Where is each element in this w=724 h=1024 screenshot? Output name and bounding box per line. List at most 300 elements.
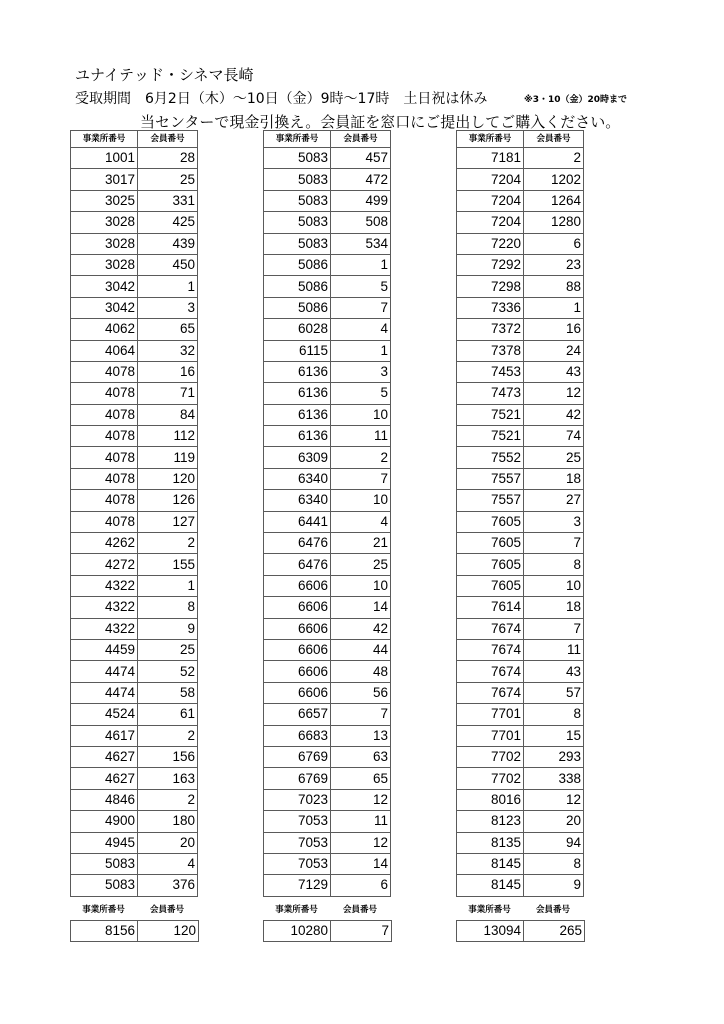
- member-number-cell: 14: [331, 853, 391, 874]
- member-number-cell: 84: [138, 404, 198, 425]
- member-number-cell: 127: [138, 511, 198, 532]
- table-row: [264, 169, 391, 190]
- table-row: [457, 169, 584, 190]
- table-row: [264, 383, 391, 404]
- member-number-cell: 10: [331, 490, 391, 511]
- office-number-cell: 5083: [71, 853, 138, 874]
- office-number-cell: 6309: [264, 447, 331, 468]
- office-number-cell: 6606: [264, 661, 331, 682]
- office-number-cell: 8123: [457, 811, 524, 832]
- table-row: [457, 233, 584, 254]
- member-number-cell: 1264: [524, 190, 584, 211]
- table-row: [457, 811, 584, 832]
- office-number-cell: 4078: [71, 361, 138, 382]
- office-number-cell: 7674: [457, 618, 524, 639]
- member-number-cell: 3: [138, 297, 198, 318]
- table-row: [264, 661, 391, 682]
- office-number-header: 事業所番号: [264, 131, 331, 148]
- office-number-cell: 4900: [71, 811, 138, 832]
- member-number-header: 会員番号: [342, 905, 377, 915]
- table-row: [71, 554, 198, 575]
- table-row: [71, 618, 198, 639]
- office-number-cell: 6606: [264, 597, 331, 618]
- member-number-cell: 8: [524, 704, 584, 725]
- instruction-text: 当センターで現金引換え。会員証を窓口にご提出してご購入ください。: [140, 113, 621, 131]
- table-row: [264, 340, 391, 361]
- office-number-cell: 7701: [457, 725, 524, 746]
- member-number-cell: 534: [331, 233, 391, 254]
- table-row: [264, 490, 391, 511]
- office-number-cell: 5083: [264, 212, 331, 233]
- table-row: [457, 297, 584, 318]
- member-number-cell: 5: [331, 383, 391, 404]
- table-row: [264, 704, 391, 725]
- office-number-cell: 4322: [71, 618, 138, 639]
- table-row: [264, 746, 391, 767]
- member-number-cell: 10: [524, 575, 584, 596]
- table-row: [71, 361, 198, 382]
- office-number-cell: 7521: [457, 404, 524, 425]
- member-number-cell: 425: [138, 212, 198, 233]
- office-number-cell: 4078: [71, 490, 138, 511]
- table-row: [457, 875, 584, 896]
- table-row: [457, 575, 584, 596]
- office-number-cell: 3042: [71, 276, 138, 297]
- office-number-cell: 4262: [71, 533, 138, 554]
- member-number-cell: 156: [138, 746, 198, 767]
- member-number-cell: 16: [524, 319, 584, 340]
- office-number-cell: 7204: [457, 190, 524, 211]
- table-header-row: [457, 131, 584, 148]
- member-number-cell: 65: [138, 319, 198, 340]
- office-number-cell: 7702: [457, 746, 524, 767]
- table-row: [457, 190, 584, 211]
- table-row: [71, 404, 198, 425]
- member-number-cell: 457: [331, 148, 391, 169]
- table-row: [457, 682, 584, 703]
- office-number-cell: 3028: [71, 254, 138, 275]
- table-row: [71, 789, 198, 810]
- table-row: [71, 661, 198, 682]
- table-row: [264, 811, 391, 832]
- member-number-header: 会員番号: [524, 131, 584, 148]
- member-number-cell: 376: [138, 875, 198, 896]
- table-row: [264, 832, 391, 853]
- member-number-cell: 180: [138, 811, 198, 832]
- office-number-cell: 4322: [71, 575, 138, 596]
- member-number-cell: 8: [524, 554, 584, 575]
- member-number-header: 会員番号: [138, 131, 198, 148]
- member-number-cell: 27: [524, 490, 584, 511]
- office-number-cell: 7292: [457, 254, 524, 275]
- office-number-header: 事業所番号: [82, 905, 125, 915]
- office-number-cell: 6606: [264, 639, 331, 660]
- table-row: [71, 276, 198, 297]
- office-number-cell: 4064: [71, 340, 138, 361]
- table-row: [71, 319, 198, 340]
- footer-block-1: [70, 900, 199, 942]
- member-number-cell: 23: [524, 254, 584, 275]
- office-number-cell: 4474: [71, 682, 138, 703]
- office-number-cell: 7053: [264, 853, 331, 874]
- member-number-cell: 9: [524, 875, 584, 896]
- member-number-cell: 12: [524, 789, 584, 810]
- office-number-cell: 7605: [457, 554, 524, 575]
- table-row: [264, 618, 391, 639]
- office-number-cell: 13094: [457, 921, 524, 941]
- member-number-cell: 7: [524, 533, 584, 554]
- table-row: [71, 511, 198, 532]
- table-row: [457, 511, 584, 532]
- office-number-cell: 8156: [71, 921, 138, 941]
- table-row: [71, 447, 198, 468]
- member-number-cell: 7: [331, 468, 391, 489]
- office-number-cell: 4078: [71, 468, 138, 489]
- office-number-cell: 7053: [264, 832, 331, 853]
- table-row: [264, 875, 391, 896]
- member-number-cell: 155: [138, 554, 198, 575]
- office-number-cell: 3017: [71, 169, 138, 190]
- office-number-header: 事業所番号: [275, 905, 318, 915]
- table-row: [457, 597, 584, 618]
- member-number-cell: 57: [524, 682, 584, 703]
- table-row: [71, 297, 198, 318]
- office-number-cell: 4062: [71, 319, 138, 340]
- table-row: [71, 682, 198, 703]
- table-row: [264, 511, 391, 532]
- table-row: [457, 319, 584, 340]
- table-row: [71, 853, 198, 874]
- member-number-cell: 7: [331, 297, 391, 318]
- member-number-header: 会員番号: [149, 905, 184, 915]
- member-number-cell: 265: [559, 923, 582, 938]
- office-number-cell: 4524: [71, 704, 138, 725]
- member-number-cell: 61: [138, 704, 198, 725]
- table-row: [264, 853, 391, 874]
- member-number-cell: 25: [331, 554, 391, 575]
- office-number-cell: 6769: [264, 746, 331, 767]
- table-row: [71, 212, 198, 233]
- member-number-cell: 44: [331, 639, 391, 660]
- office-number-cell: 5083: [264, 169, 331, 190]
- table-row: [264, 554, 391, 575]
- table-row: [264, 789, 391, 810]
- member-number-cell: 25: [138, 639, 198, 660]
- table-row: [457, 340, 584, 361]
- office-number-cell: 4945: [71, 832, 138, 853]
- office-number-cell: 8145: [457, 875, 524, 896]
- member-number-cell: 8: [524, 853, 584, 874]
- office-number-cell: 6657: [264, 704, 331, 725]
- office-number-header: 事業所番号: [468, 905, 511, 915]
- office-number-cell: 6340: [264, 490, 331, 511]
- office-number-cell: 6476: [264, 533, 331, 554]
- table-row: [71, 875, 198, 896]
- office-number-cell: 7674: [457, 661, 524, 682]
- table-row: [264, 725, 391, 746]
- office-number-cell: 7674: [457, 682, 524, 703]
- member-number-cell: 120: [173, 923, 196, 938]
- office-number-cell: 7552: [457, 447, 524, 468]
- member-number-cell: 18: [524, 597, 584, 618]
- office-number-cell: 8145: [457, 853, 524, 874]
- table-row: [71, 426, 198, 447]
- table-row: [457, 746, 584, 767]
- member-number-cell: 18: [524, 468, 584, 489]
- office-number-cell: 4078: [71, 383, 138, 404]
- member-number-cell: 11: [524, 639, 584, 660]
- member-number-cell: 94: [524, 832, 584, 853]
- office-number-cell: 7053: [264, 811, 331, 832]
- office-number-cell: 4627: [71, 768, 138, 789]
- office-number-cell: 6028: [264, 319, 331, 340]
- member-number-cell: 16: [138, 361, 198, 382]
- member-number-cell: 338: [524, 768, 584, 789]
- table-row: [457, 490, 584, 511]
- office-number-cell: 4078: [71, 447, 138, 468]
- office-number-cell: 5083: [264, 190, 331, 211]
- table-row: [457, 832, 584, 853]
- office-number-cell: 6441: [264, 511, 331, 532]
- member-number-header: 会員番号: [535, 905, 570, 915]
- table-header-row: [264, 131, 391, 148]
- member-number-cell: 6: [331, 875, 391, 896]
- footer-block-3: [456, 900, 585, 942]
- table-row: [457, 404, 584, 425]
- member-number-cell: 120: [138, 468, 198, 489]
- member-number-cell: 58: [138, 682, 198, 703]
- table-row: [264, 682, 391, 703]
- table-row: [264, 404, 391, 425]
- table-row: [264, 319, 391, 340]
- office-number-cell: 4322: [71, 597, 138, 618]
- footer-row: [263, 920, 392, 942]
- office-number-cell: 3025: [71, 190, 138, 211]
- table-row: [457, 554, 584, 575]
- table-row: [457, 789, 584, 810]
- member-number-cell: 4: [138, 853, 198, 874]
- office-number-cell: 5086: [264, 276, 331, 297]
- table-row: [71, 383, 198, 404]
- member-number-cell: 48: [331, 661, 391, 682]
- table-row: [71, 254, 198, 275]
- office-number-cell: 5083: [71, 875, 138, 896]
- office-number-cell: 7605: [457, 533, 524, 554]
- office-number-cell: 7605: [457, 575, 524, 596]
- table-row: [264, 233, 391, 254]
- table-row: [264, 190, 391, 211]
- office-number-header: 事業所番号: [457, 131, 524, 148]
- office-number-cell: 4078: [71, 404, 138, 425]
- office-number-cell: 6606: [264, 618, 331, 639]
- table-row: [457, 639, 584, 660]
- number-table-2: [263, 130, 391, 897]
- member-number-cell: 112: [138, 426, 198, 447]
- table-row: [457, 661, 584, 682]
- table-row: [71, 575, 198, 596]
- number-table-3: [456, 130, 584, 897]
- member-number-cell: 10: [331, 575, 391, 596]
- table-row: [71, 597, 198, 618]
- member-number-cell: 1: [331, 340, 391, 361]
- table-row: [71, 148, 198, 169]
- member-number-cell: 126: [138, 490, 198, 511]
- footer-header-row: [456, 900, 585, 920]
- table-row: [264, 639, 391, 660]
- member-number-cell: 8: [138, 597, 198, 618]
- member-number-cell: 28: [138, 148, 198, 169]
- office-number-cell: 4459: [71, 639, 138, 660]
- member-number-cell: 12: [331, 832, 391, 853]
- office-number-cell: 4846: [71, 789, 138, 810]
- member-number-cell: 1: [138, 575, 198, 596]
- footer-row: [456, 920, 585, 942]
- member-number-cell: 1: [524, 297, 584, 318]
- table-row: [264, 447, 391, 468]
- member-number-cell: 7: [381, 923, 389, 938]
- table-row: [71, 190, 198, 211]
- table-row: [71, 490, 198, 511]
- table-row: [71, 725, 198, 746]
- member-number-cell: 163: [138, 768, 198, 789]
- member-number-cell: 71: [138, 383, 198, 404]
- office-number-header: 事業所番号: [71, 131, 138, 148]
- office-number-cell: 4617: [71, 725, 138, 746]
- office-number-cell: 7605: [457, 511, 524, 532]
- member-number-cell: 74: [524, 426, 584, 447]
- table-row: [71, 169, 198, 190]
- table-row: [264, 212, 391, 233]
- office-number-cell: 4272: [71, 554, 138, 575]
- office-number-cell: 6136: [264, 426, 331, 447]
- office-number-cell: 7204: [457, 169, 524, 190]
- table-row: [264, 276, 391, 297]
- table-row: [71, 768, 198, 789]
- office-number-cell: 7298: [457, 276, 524, 297]
- member-number-cell: 20: [524, 811, 584, 832]
- office-number-cell: 6115: [264, 340, 331, 361]
- table-row: [457, 853, 584, 874]
- office-number-cell: 5083: [264, 233, 331, 254]
- table-row: [71, 233, 198, 254]
- table-row: [264, 575, 391, 596]
- member-number-cell: 9: [138, 618, 198, 639]
- office-number-cell: 7204: [457, 212, 524, 233]
- member-number-cell: 1202: [524, 169, 584, 190]
- office-number-cell: 7372: [457, 319, 524, 340]
- table-row: [71, 704, 198, 725]
- table-row: [71, 340, 198, 361]
- table-row: [71, 468, 198, 489]
- office-number-cell: 7557: [457, 468, 524, 489]
- member-number-cell: 65: [331, 768, 391, 789]
- office-number-cell: 7521: [457, 426, 524, 447]
- member-number-cell: 13: [331, 725, 391, 746]
- office-number-cell: 7701: [457, 704, 524, 725]
- member-number-cell: 6: [524, 233, 584, 254]
- member-number-cell: 12: [331, 789, 391, 810]
- member-number-cell: 25: [138, 169, 198, 190]
- office-number-cell: 5086: [264, 254, 331, 275]
- member-number-cell: 508: [331, 212, 391, 233]
- table-row: [264, 597, 391, 618]
- table-row: [457, 276, 584, 297]
- table-row: [71, 746, 198, 767]
- table-row: [264, 426, 391, 447]
- member-number-cell: 331: [138, 190, 198, 211]
- member-number-cell: 3: [524, 511, 584, 532]
- member-number-cell: 12: [524, 383, 584, 404]
- office-number-cell: 6136: [264, 383, 331, 404]
- footer-block-2: [263, 900, 392, 942]
- member-number-cell: 10: [331, 404, 391, 425]
- office-number-cell: 7473: [457, 383, 524, 404]
- table-row: [457, 618, 584, 639]
- table-row: [264, 254, 391, 275]
- member-number-cell: 2: [524, 148, 584, 169]
- table-row: [71, 832, 198, 853]
- office-number-cell: 6136: [264, 404, 331, 425]
- table-row: [264, 361, 391, 382]
- table-row: [457, 447, 584, 468]
- member-number-cell: 43: [524, 361, 584, 382]
- member-number-cell: 4: [331, 319, 391, 340]
- office-number-cell: 7702: [457, 768, 524, 789]
- office-number-cell: 6769: [264, 768, 331, 789]
- member-number-cell: 21: [331, 533, 391, 554]
- table-row: [264, 297, 391, 318]
- member-number-header: 会員番号: [331, 131, 391, 148]
- table-row: [457, 725, 584, 746]
- office-number-cell: 7614: [457, 597, 524, 618]
- member-number-cell: 3: [331, 361, 391, 382]
- office-number-cell: 10280: [264, 921, 331, 941]
- office-number-cell: 7336: [457, 297, 524, 318]
- office-number-cell: 1001: [71, 148, 138, 169]
- office-number-cell: 4474: [71, 661, 138, 682]
- office-number-cell: 4078: [71, 511, 138, 532]
- footer-row: [70, 920, 199, 942]
- table-header-row: [71, 131, 198, 148]
- office-number-cell: 8135: [457, 832, 524, 853]
- member-number-cell: 439: [138, 233, 198, 254]
- table-row: [71, 533, 198, 554]
- table-row: [264, 468, 391, 489]
- page-title: ユナイテッド・シネマ長崎: [75, 66, 254, 84]
- office-number-cell: 4078: [71, 426, 138, 447]
- office-number-cell: 7220: [457, 233, 524, 254]
- member-number-cell: 20: [138, 832, 198, 853]
- table-row: [457, 254, 584, 275]
- member-number-cell: 24: [524, 340, 584, 361]
- member-number-cell: 4: [331, 511, 391, 532]
- member-number-cell: 32: [138, 340, 198, 361]
- office-number-cell: 6340: [264, 468, 331, 489]
- member-number-cell: 14: [331, 597, 391, 618]
- office-number-cell: 7378: [457, 340, 524, 361]
- office-number-cell: 3042: [71, 297, 138, 318]
- member-number-cell: 56: [331, 682, 391, 703]
- office-number-cell: 3028: [71, 212, 138, 233]
- member-number-cell: 499: [331, 190, 391, 211]
- member-number-cell: 119: [138, 447, 198, 468]
- office-number-cell: 7557: [457, 490, 524, 511]
- member-number-cell: 472: [331, 169, 391, 190]
- member-number-cell: 1280: [524, 212, 584, 233]
- office-number-cell: 7181: [457, 148, 524, 169]
- member-number-cell: 7: [524, 618, 584, 639]
- office-number-cell: 6606: [264, 682, 331, 703]
